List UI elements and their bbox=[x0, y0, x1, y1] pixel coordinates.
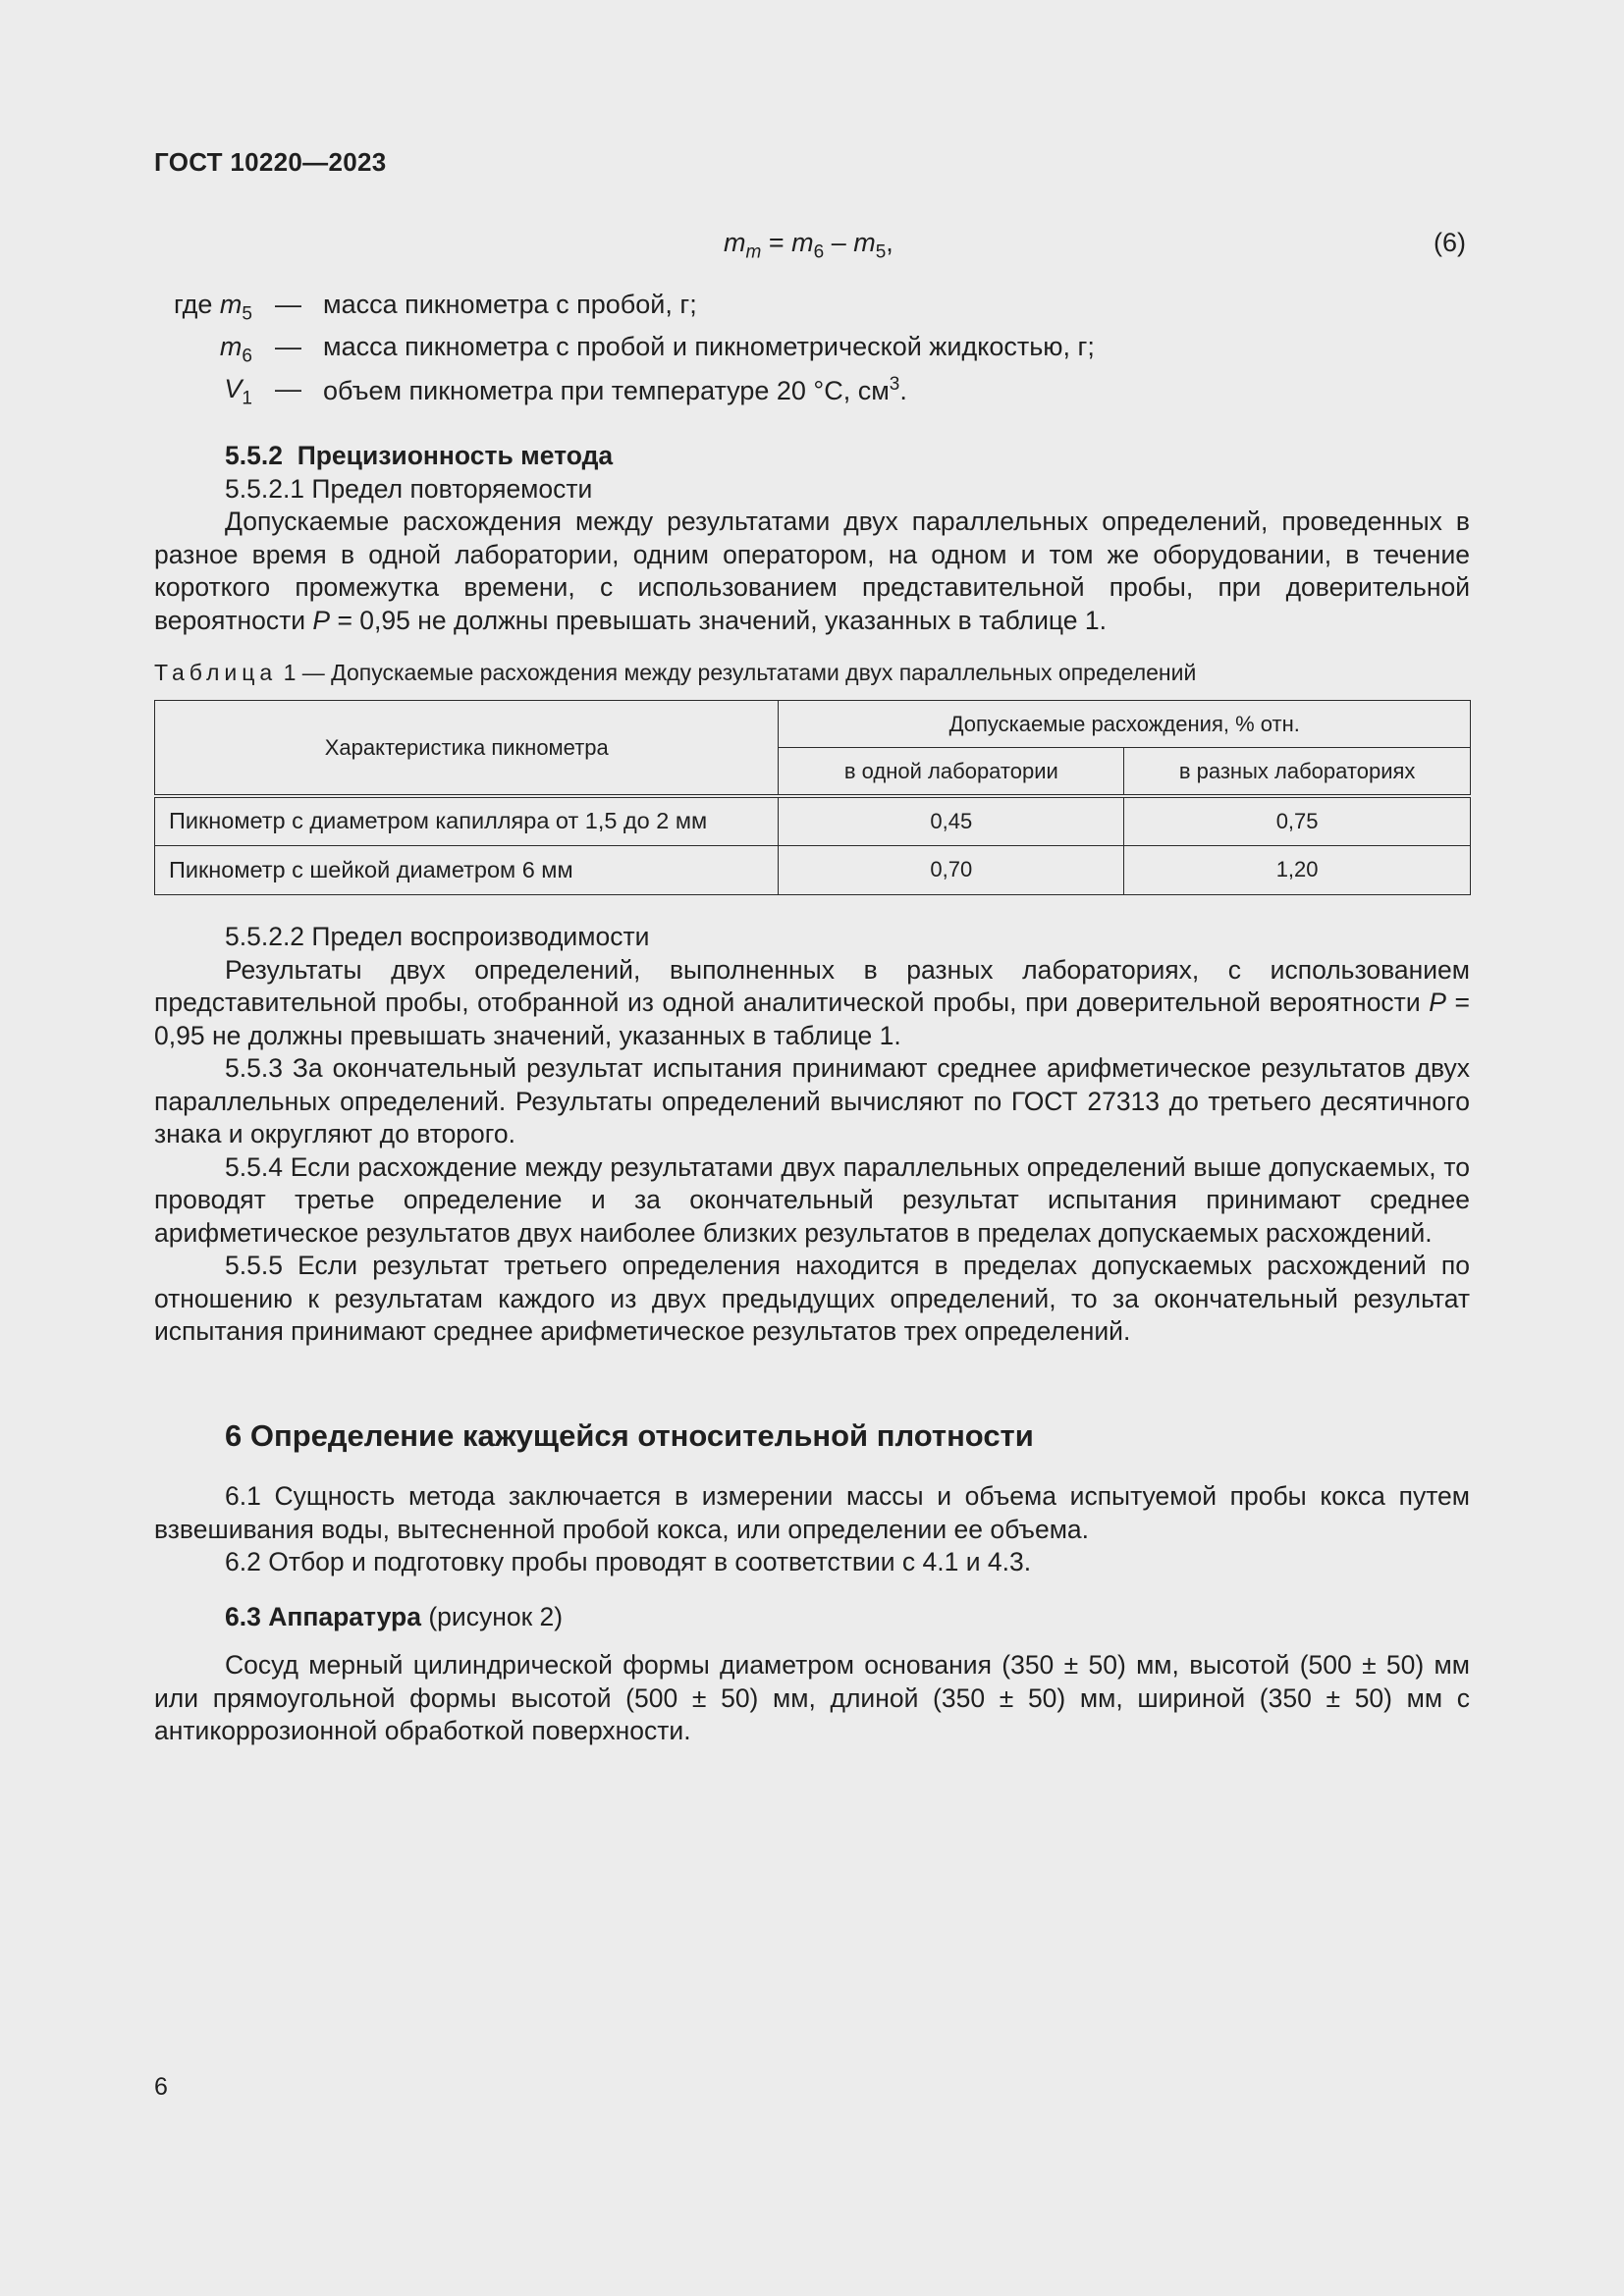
paragraph: 5.5.5 Если результат третьего определения находится в пределах допускаемых расхождений по отношению к результатам каждого из двух предыдущих определений, то за окончательный результат испытания принимают среднее арифметическое результатов трех определений. bbox=[154, 1251, 1470, 1346]
section-6-3-text bbox=[154, 1649, 1470, 1748]
legend-symbol bbox=[154, 374, 252, 409]
legend-var: V bbox=[224, 374, 243, 403]
formula-sub: 5 bbox=[875, 241, 887, 263]
legend-sub: 1 bbox=[242, 388, 252, 409]
legend-var: m bbox=[219, 332, 243, 361]
section-6-text bbox=[154, 1480, 1470, 1579]
table-caption-word: Таблица bbox=[154, 660, 278, 685]
section-6-3-heading bbox=[154, 1601, 1470, 1634]
paragraph-var: P bbox=[1429, 988, 1446, 1017]
legend-sub: 5 bbox=[242, 303, 252, 325]
formula-op: , bbox=[886, 228, 893, 257]
formula-sub: m bbox=[745, 241, 762, 263]
legend-desc-text: объем пикнометра при температуре 20 °С, см bbox=[323, 376, 890, 405]
legend-symbol bbox=[154, 332, 252, 367]
table-header-cell: Допускаемые расхождения, % отн. bbox=[779, 701, 1471, 748]
table-cell: 0,70 bbox=[779, 845, 1124, 894]
legend-prefix: где bbox=[174, 290, 220, 319]
table-header-cell: в разных лабораториях bbox=[1124, 748, 1471, 797]
page-number: 6 bbox=[154, 2073, 168, 2101]
table-cell: 0,45 bbox=[779, 796, 1124, 845]
table-cell: 0,75 bbox=[1124, 796, 1471, 845]
table-header-row bbox=[155, 701, 1471, 748]
paragraph bbox=[154, 954, 1470, 1053]
table-caption bbox=[154, 660, 1196, 686]
legend-sub: 6 bbox=[242, 346, 252, 367]
table-1 bbox=[154, 700, 1471, 895]
subsection-number: 5.5.2 bbox=[225, 441, 283, 470]
formula-sub: 6 bbox=[813, 241, 825, 263]
table-row bbox=[155, 796, 1471, 845]
table-cell: Пикнометр с шейкой диаметром 6 мм bbox=[155, 845, 779, 894]
formula-6 bbox=[724, 228, 893, 263]
table-caption-text: 1 — Допускаемые расхождения между результатами двух параллельных определений bbox=[277, 660, 1197, 685]
legend-dash: — bbox=[275, 290, 301, 319]
legend-desc bbox=[323, 374, 907, 406]
subsection-heading bbox=[154, 440, 1470, 473]
clause-heading: 5.5.2.1 Предел повторяемости bbox=[225, 473, 593, 504]
legend-var: m bbox=[219, 290, 243, 319]
paragraph: 6.2 Отбор и подготовку пробы проводят в соответствии с 4.1 и 4.3. bbox=[225, 1547, 1032, 1576]
subsection-title: 6.3 Аппаратура bbox=[225, 1602, 421, 1631]
section-5-5-2 bbox=[154, 440, 1470, 637]
legend-sup: 3 bbox=[889, 374, 900, 395]
paragraph: 5.5.3 За окончательный результат испытания принимают среднее арифметическое результатов двух параллельных определений. Результаты определений вычисляют по ГОСТ 27313 до третьего десятичного знака и округляют до второго. bbox=[154, 1053, 1470, 1148]
table-cell: Пикнометр с диаметром капилляра от 1,5 до 2 мм bbox=[155, 796, 779, 845]
clause-heading: 5.5.2.2 Предел воспроизводимости bbox=[225, 922, 650, 951]
paragraph: 5.5.4 Если расхождение между результатами двух параллельных определений выше допускаемых, то проводят третье определение и за окончательный результат испытания принимают среднее арифметическое результатов двух наиболее близких результатов в пределах допускаемых расхождений. bbox=[154, 1151, 1470, 1248]
formula-op: = bbox=[761, 228, 792, 257]
legend-dash: — bbox=[275, 374, 301, 403]
subsection-title: Прецизионность метода bbox=[297, 441, 614, 470]
table-header-cell: Характеристика пикнометра bbox=[155, 701, 779, 797]
section-5-5-2-2 bbox=[154, 921, 1470, 1349]
paragraph: 6.1 Сущность метода заключается в измерении массы и объема испытуемой пробы кокса путем взвешивания воды, вытесненной пробой кокса, или определении ее объема. bbox=[154, 1481, 1470, 1544]
legend-dash: — bbox=[275, 332, 301, 361]
formula-var: m bbox=[853, 228, 876, 257]
formula-var: m bbox=[791, 228, 814, 257]
section-title: 6 Определение кажущейся относительной плотности bbox=[225, 1418, 1034, 1453]
paragraph-var: P bbox=[312, 605, 331, 635]
paragraph-text: = 0,95 не должны превышать значений, указанных в таблице 1. bbox=[154, 988, 1470, 1050]
legend-desc-end: . bbox=[899, 376, 907, 405]
legend-symbol bbox=[154, 290, 252, 325]
paragraph-text: Результаты двух определений, выполненных в разных лабораториях, с использованием представительной пробы, отобранной из одной аналитической пробы, при доверительной вероятности bbox=[154, 954, 1470, 1017]
paragraph-text: Допускаемые расхождения между результатами двух параллельных определений, проведенных в разное время в одной лаборатории, одним оператором, на одном и том же оборудовании, в течение короткого промежутка времени, с использованием представительной пробы, при доверительной вероятности bbox=[154, 507, 1470, 635]
paragraph-text: = 0,95 не должны превышать значений, указанных в таблице 1. bbox=[330, 605, 1107, 635]
paragraph bbox=[154, 506, 1470, 637]
legend-desc: масса пикнометра с пробой и пикнометрической жидкостью, г; bbox=[323, 332, 1095, 361]
formula-var: m bbox=[724, 228, 746, 257]
table-row bbox=[155, 845, 1471, 894]
subsection-ref: (рисунок 2) bbox=[420, 1602, 564, 1631]
table-header-cell: в одной лаборатории bbox=[779, 748, 1124, 797]
paragraph: Сосуд мерный цилиндрической формы диаметром основания (350 ± 50) мм, высотой (500 ± 50) мм или прямоугольной формы высотой (500 ± 50) мм, длиной (350 ± 50) мм, шириной (350 ± 50) мм с антикоррозионной обработкой поверхности. bbox=[154, 1650, 1470, 1745]
subsection-heading bbox=[154, 1601, 1470, 1634]
formula-number: (6) bbox=[1434, 228, 1466, 257]
formula-op: – bbox=[824, 228, 854, 257]
document-header: ГОСТ 10220—2023 bbox=[154, 147, 387, 177]
table-cell: 1,20 bbox=[1124, 845, 1471, 894]
legend-desc: масса пикнометра с пробой, г; bbox=[323, 290, 697, 319]
